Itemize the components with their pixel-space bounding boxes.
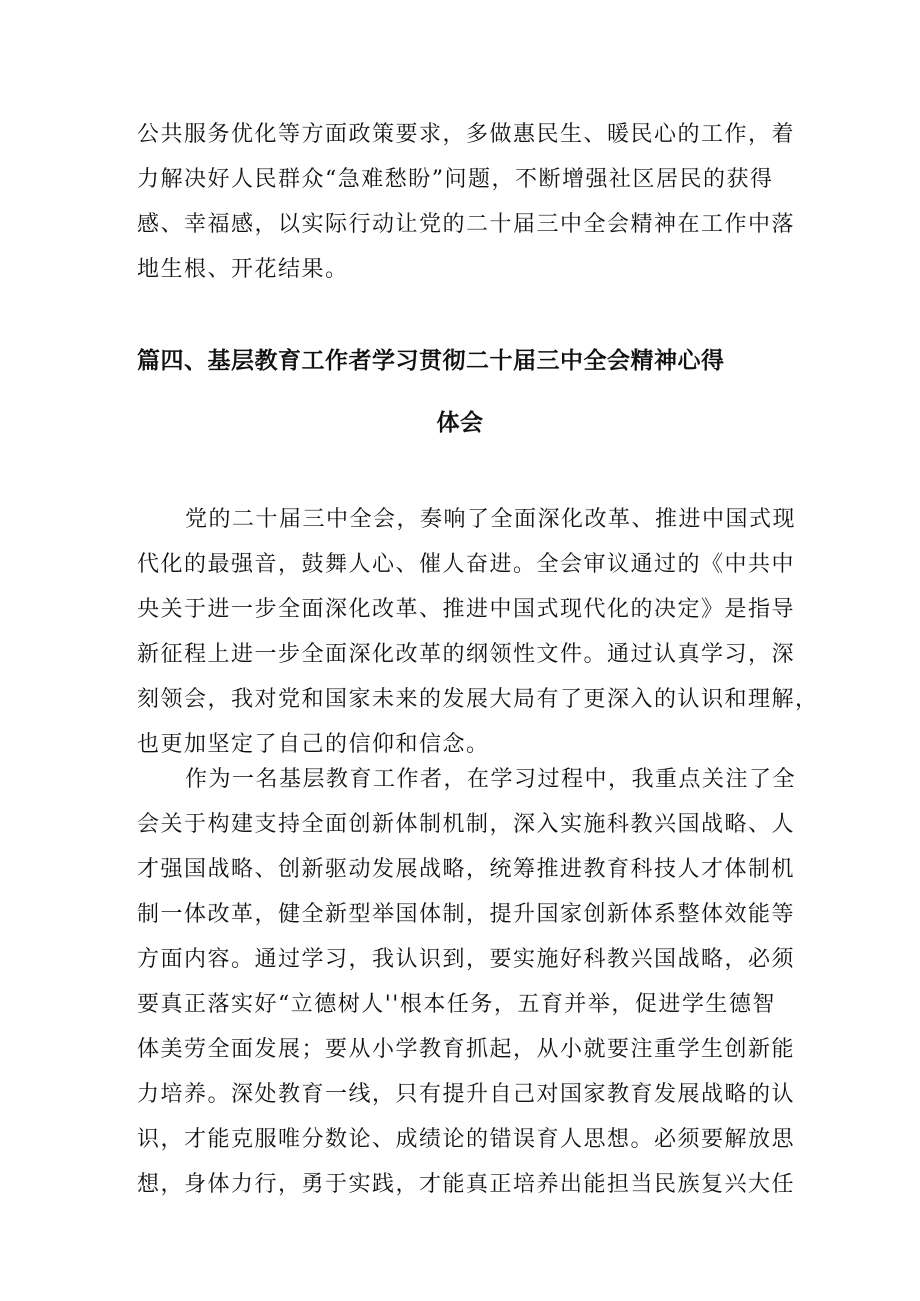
- text-line: 力解决好人民群众“急难愁盼”问题，不断增强社区居民的获得: [137, 167, 774, 192]
- text-line: 方面内容。通过学习，我认识到，要实施好科教兴国战略，必须: [137, 947, 796, 972]
- text-line: 识，才能克服唯分数论、成绩论的错误育人思想。必须要解放思: [137, 1127, 796, 1152]
- text-line: 才强国战略、创新驱动发展战略，统筹推进教育科技人才体制机: [137, 857, 796, 882]
- text-line: 要真正落实好“立德树人''根本任务，五育并举，促进学生德智: [137, 992, 776, 1017]
- section-heading-continued: 体会: [436, 410, 484, 436]
- paragraph-main: [137, 757, 797, 1207]
- paragraph-continuation: [137, 112, 796, 292]
- text-line: 新征程上进一步全面深化改革的纲领性文件。通过认真学习，深: [137, 642, 796, 667]
- text-line: 央关于进一步全面深化改革、推进中国式现代化的决定》是指导: [137, 597, 796, 622]
- text-line: 代化的最强音，鼓舞人心、催人奋进。全会审议通过的《中共中: [137, 552, 796, 577]
- text-line: 公共服务优化等方面政策要求，多做惠民生、暖民心的工作，着: [137, 122, 796, 147]
- text-line: 感、幸福感，以实际行动让党的二十届三中全会精神在工作中落: [137, 212, 796, 237]
- text-line: 刻领会，我对党和国家未来的发展大局有了更深入的认识和理解，: [137, 687, 819, 712]
- text-line: 作为一名基层教育工作者，在学习过程中，我重点关注了全: [185, 767, 797, 792]
- text-line: 力培养。深处教育一线，只有提升自己对国家教育发展战略的认: [137, 1082, 796, 1107]
- text-line: 体美劳全面发展；要从小学教育抓起，从小就要注重学生创新能: [137, 1037, 796, 1062]
- text-line: 党的二十届三中全会，奏响了全面深化改革、推进中国式现: [185, 507, 797, 532]
- paragraph-intro: [137, 497, 819, 767]
- text-line: 也更加坚定了自己的信仰和信念。: [137, 732, 490, 757]
- text-line: 地生根、开花结果。: [137, 257, 349, 282]
- text-line: 想，身体力行，勇于实践，才能真正培养出能担当民族复兴大任: [137, 1172, 796, 1197]
- text-line: 制一体改革，健全新型举国体制，提升国家创新体系整体效能等: [137, 902, 796, 927]
- text-line: 会关于构建支持全面创新体制机制，深入实施科教兴国战略、人: [137, 812, 796, 837]
- section-heading: 篇四、基层教育工作者学习贯彻二十届三中全会精神心得: [137, 348, 725, 374]
